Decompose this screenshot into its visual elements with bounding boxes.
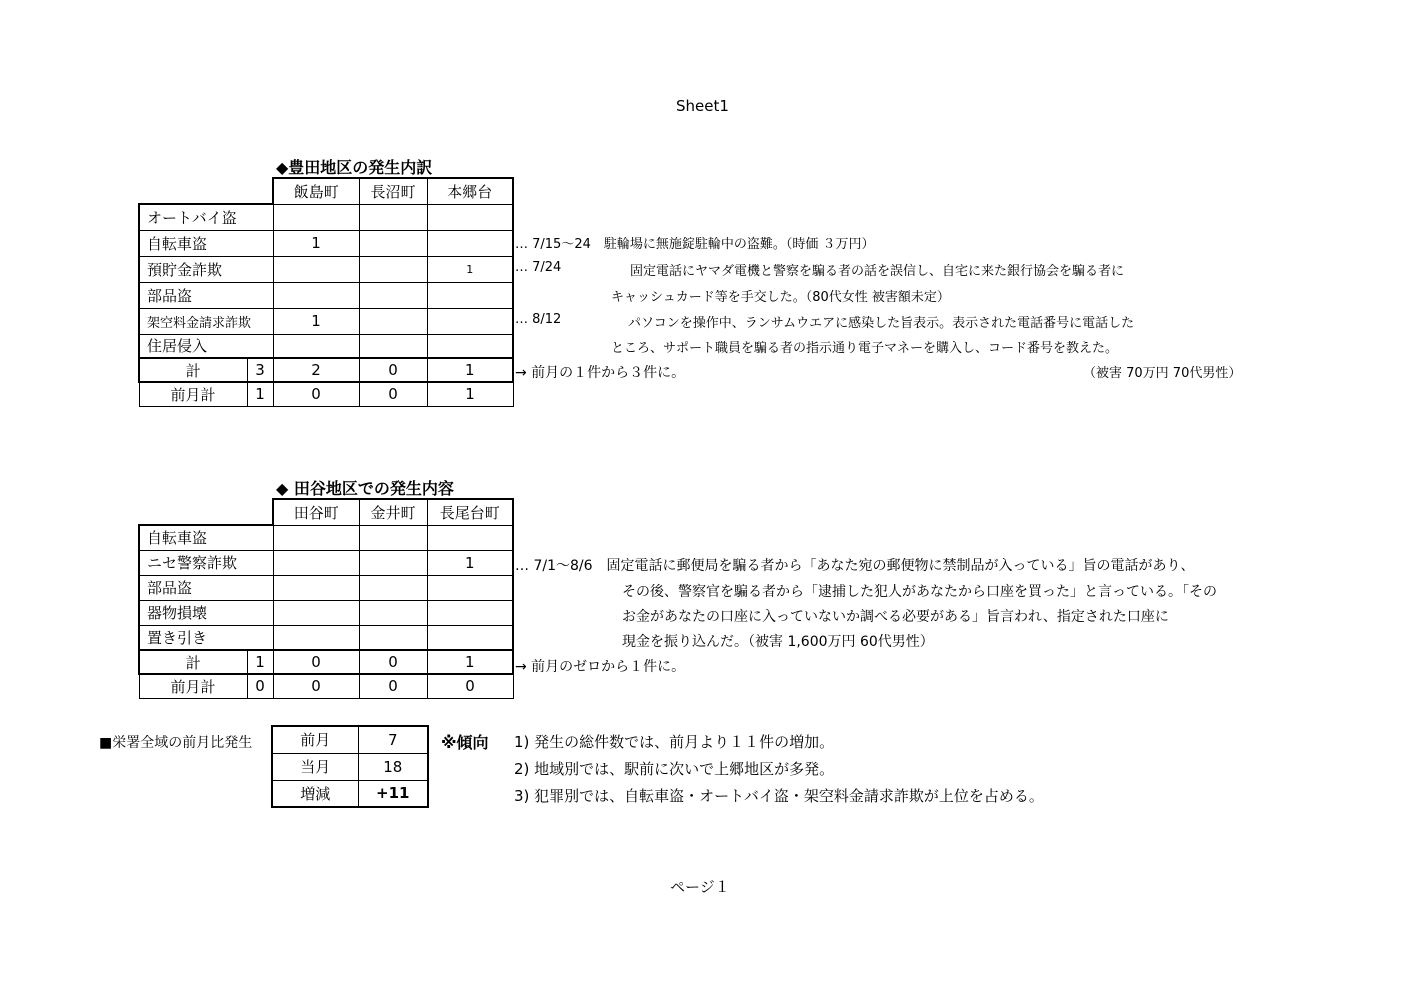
cell <box>273 600 359 625</box>
trend-item: 3) 犯罪別では、自転車盗・オートバイ盗・架空料金請求詐欺が上位を占める。 <box>514 787 1044 805</box>
summary-row-label: 増減 <box>272 780 358 807</box>
total-row <box>139 650 513 674</box>
table-row <box>272 780 428 807</box>
table-row <box>139 625 513 650</box>
cell <box>359 204 427 230</box>
summary-table <box>271 725 429 808</box>
total-cell: 2 <box>273 358 359 382</box>
toyoda-damage-note: （被害 70万円 70代男性） <box>1083 366 1242 381</box>
cell <box>427 334 513 358</box>
cell <box>427 625 513 650</box>
total-cell: 0 <box>359 650 427 674</box>
prev-cell: 0 <box>273 674 359 698</box>
table-row <box>139 204 513 230</box>
cell <box>427 230 513 256</box>
summary-row-value: 7 <box>358 726 428 753</box>
row-label: 置き引き <box>139 625 273 650</box>
cell <box>273 625 359 650</box>
row-label: 住居侵入 <box>139 334 273 358</box>
cell <box>273 334 359 358</box>
taya-arrow-note: → 前月のゼロから１件に。 <box>515 659 686 675</box>
table-row <box>139 575 513 600</box>
cell <box>359 625 427 650</box>
page-header: Sheet1 <box>676 97 729 115</box>
page-footer: ページ１ <box>670 878 730 896</box>
table-row <box>272 753 428 780</box>
cell: 1 <box>273 308 359 334</box>
summary-label: ■栄署全域の前月比発生 <box>99 735 253 751</box>
cell <box>359 334 427 358</box>
cell <box>273 550 359 575</box>
total-cell: 1 <box>427 650 513 674</box>
prev-cell: 0 <box>427 674 513 698</box>
prev-cell: 1 <box>427 382 513 406</box>
cell <box>427 204 513 230</box>
summary-row-label: 前月 <box>272 726 358 753</box>
prev-cell: 0 <box>359 674 427 698</box>
cell <box>273 282 359 308</box>
cell <box>359 282 427 308</box>
table-row <box>139 282 513 308</box>
toyoda-note-3-date: … 8/12 <box>515 312 562 327</box>
taya-note-3: お金があなたの口座に入っていないか調べる必要がある」旨言われ、指定された口座に <box>622 609 1169 625</box>
cell <box>273 204 359 230</box>
cell <box>359 575 427 600</box>
total-cell: 0 <box>273 650 359 674</box>
toyoda-note-2-cont: キャッシュカード等を手交した。（80代女性 被害額未定） <box>611 290 950 305</box>
row-label: 架空料金請求詐欺 <box>139 308 273 334</box>
table-row <box>272 726 428 753</box>
cell <box>359 308 427 334</box>
summary-row-label: 当月 <box>272 753 358 780</box>
trend-title: ※傾向 <box>441 733 489 752</box>
total-sum: 1 <box>247 650 273 674</box>
cell <box>359 600 427 625</box>
table-row <box>139 256 513 282</box>
table-row <box>139 334 513 358</box>
row-label: ニセ警察詐欺 <box>139 550 273 575</box>
table-row <box>139 230 513 256</box>
table-row <box>139 308 513 334</box>
cell: 1 <box>427 256 513 282</box>
cell <box>427 308 513 334</box>
cell <box>427 600 513 625</box>
total-cell: 0 <box>359 358 427 382</box>
prev-label: 前月計 <box>139 382 247 406</box>
taya-col-header: 田谷町 <box>273 499 359 525</box>
row-label: 器物損壊 <box>139 600 273 625</box>
row-label: 預貯金詐欺 <box>139 256 273 282</box>
summary-row-value: 18 <box>358 753 428 780</box>
table-row <box>139 600 513 625</box>
prev-cell: 0 <box>359 382 427 406</box>
taya-col-header: 金井町 <box>359 499 427 525</box>
toyoda-note-3: パソコンを操作中、ランサムウエアに感染した旨表示。表示された電話番号に電話した <box>628 316 1135 331</box>
cell <box>273 256 359 282</box>
total-row <box>139 358 513 382</box>
cell <box>359 256 427 282</box>
prev-label: 前月計 <box>139 674 247 698</box>
cell: 1 <box>427 550 513 575</box>
toyoda-col-header: 本郷台 <box>427 178 513 204</box>
total-sum: 3 <box>247 358 273 382</box>
toyoda-note-2: 固定電話にヤマダ電機と警察を騙る者の話を誤信し、自宅に来た銀行協会を騙る者に <box>630 264 1125 279</box>
toyoda-col-header: 長沼町 <box>359 178 427 204</box>
toyoda-note-1: … 7/15～24 駐輪場に無施錠駐輪中の盗難。（時価 ３万円） <box>515 237 875 252</box>
cell <box>427 525 513 550</box>
table-row <box>139 550 513 575</box>
prev-sum: 1 <box>247 382 273 406</box>
taya-corner <box>139 499 273 525</box>
cell <box>427 575 513 600</box>
toyoda-title: ◆豊田地区の発生内訳 <box>276 158 433 177</box>
toyoda-col-header: 飯島町 <box>273 178 359 204</box>
row-label: オートバイ盗 <box>139 204 273 230</box>
trend-item: 1) 発生の総件数では、前月より１１件の増加。 <box>514 733 835 751</box>
total-label: 計 <box>139 650 247 674</box>
cell <box>273 575 359 600</box>
prev-row <box>139 674 513 698</box>
cell <box>359 550 427 575</box>
row-label: 自転車盗 <box>139 230 273 256</box>
taya-note-1: … 7/1～8/6 固定電話に郵便局を騙る者から「あなた宛の郵便物に禁制品が入っている」旨の電話があり、 <box>515 558 1195 574</box>
table-row <box>139 525 513 550</box>
taya-table <box>138 498 514 699</box>
row-label: 自転車盗 <box>139 525 273 550</box>
row-label: 部品盗 <box>139 282 273 308</box>
toyoda-arrow-note: → 前月の１件から３件に。 <box>515 365 686 381</box>
prev-cell: 0 <box>273 382 359 406</box>
taya-col-header: 長尾台町 <box>427 499 513 525</box>
cell <box>359 230 427 256</box>
row-label: 部品盗 <box>139 575 273 600</box>
taya-note-4: 現金を振り込んだ。（被害 1,600万円 60代男性） <box>622 634 934 650</box>
toyoda-table <box>138 177 514 407</box>
toyoda-note-3-cont: ところ、サポート職員を騙る者の指示通り電子マネーを購入し、コード番号を教えた。 <box>611 341 1119 356</box>
prev-row <box>139 382 513 406</box>
cell <box>273 525 359 550</box>
total-label: 計 <box>139 358 247 382</box>
toyoda-note-2-date: … 7/24 <box>515 260 562 275</box>
prev-sum: 0 <box>247 674 273 698</box>
trend-item: 2) 地域別では、駅前に次いで上郷地区が多発。 <box>514 760 835 778</box>
toyoda-corner <box>139 178 273 204</box>
taya-note-2: その後、警察官を騙る者から「逮捕した犯人があなたから口座を買った」と言っている。「その <box>622 584 1217 600</box>
cell: 1 <box>273 230 359 256</box>
cell <box>427 282 513 308</box>
taya-title: ◆ 田谷地区での発生内容 <box>276 479 454 498</box>
total-cell: 1 <box>427 358 513 382</box>
cell <box>359 525 427 550</box>
summary-row-value: +11 <box>358 780 428 807</box>
